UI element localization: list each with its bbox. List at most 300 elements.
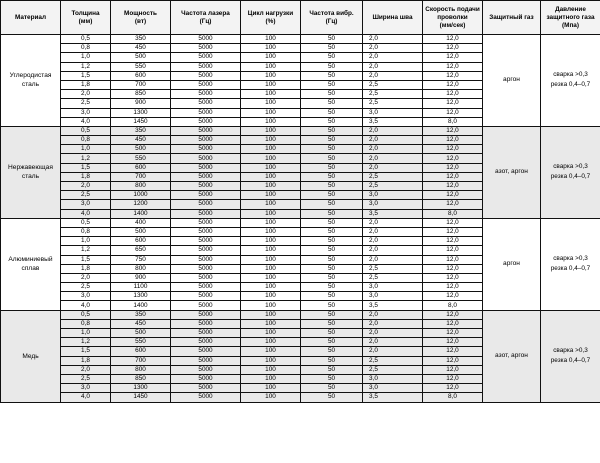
duty-cycle-cell[interactable]: 100 <box>241 62 301 71</box>
vibration-frequency-cell[interactable]: 50 <box>301 172 363 181</box>
seam-width-cell[interactable]: 2,0 <box>363 136 423 145</box>
wire-feed-speed-cell[interactable]: 12,0 <box>423 227 483 236</box>
power-cell[interactable]: 600 <box>111 237 171 246</box>
vibration-frequency-cell[interactable]: 50 <box>301 264 363 273</box>
laser-frequency-cell[interactable]: 5000 <box>171 365 241 374</box>
thickness-cell[interactable]: 2,0 <box>61 273 111 282</box>
thickness-cell[interactable]: 2,0 <box>61 182 111 191</box>
header-vibration-frequency[interactable]: Частота вибр. (Гц) <box>301 1 363 35</box>
duty-cycle-cell[interactable]: 100 <box>241 117 301 126</box>
vibration-frequency-cell[interactable]: 50 <box>301 365 363 374</box>
power-cell[interactable]: 650 <box>111 246 171 255</box>
duty-cycle-cell[interactable]: 100 <box>241 172 301 181</box>
laser-frequency-cell[interactable]: 5000 <box>171 163 241 172</box>
laser-frequency-cell[interactable]: 5000 <box>171 310 241 319</box>
wire-feed-speed-cell[interactable]: 12,0 <box>423 246 483 255</box>
wire-feed-speed-cell[interactable]: 8,0 <box>423 117 483 126</box>
wire-feed-speed-cell[interactable]: 12,0 <box>423 292 483 301</box>
seam-width-cell[interactable]: 2,5 <box>363 182 423 191</box>
shielding-gas-cell[interactable]: азот, аргон <box>483 310 541 402</box>
thickness-cell[interactable]: 2,5 <box>61 283 111 292</box>
duty-cycle-cell[interactable]: 100 <box>241 310 301 319</box>
thickness-cell[interactable]: 2,5 <box>61 99 111 108</box>
laser-frequency-cell[interactable]: 5000 <box>171 62 241 71</box>
thickness-cell[interactable]: 1,5 <box>61 71 111 80</box>
laser-frequency-cell[interactable]: 5000 <box>171 200 241 209</box>
vibration-frequency-cell[interactable]: 50 <box>301 200 363 209</box>
laser-frequency-cell[interactable]: 5000 <box>171 264 241 273</box>
laser-frequency-cell[interactable]: 5000 <box>171 218 241 227</box>
shielding-gas-cell[interactable]: аргон <box>483 35 541 127</box>
power-cell[interactable]: 400 <box>111 218 171 227</box>
laser-frequency-cell[interactable]: 5000 <box>171 227 241 236</box>
power-cell[interactable]: 750 <box>111 255 171 264</box>
vibration-frequency-cell[interactable]: 50 <box>301 154 363 163</box>
thickness-cell[interactable]: 1,2 <box>61 62 111 71</box>
power-cell[interactable]: 700 <box>111 80 171 89</box>
vibration-frequency-cell[interactable]: 50 <box>301 319 363 328</box>
laser-frequency-cell[interactable]: 5000 <box>171 283 241 292</box>
vibration-frequency-cell[interactable]: 50 <box>301 90 363 99</box>
vibration-frequency-cell[interactable]: 50 <box>301 99 363 108</box>
duty-cycle-cell[interactable]: 100 <box>241 200 301 209</box>
duty-cycle-cell[interactable]: 100 <box>241 237 301 246</box>
vibration-frequency-cell[interactable]: 50 <box>301 273 363 282</box>
laser-frequency-cell[interactable]: 5000 <box>171 35 241 44</box>
power-cell[interactable]: 850 <box>111 374 171 383</box>
wire-feed-speed-cell[interactable]: 12,0 <box>423 264 483 273</box>
wire-feed-speed-cell[interactable]: 12,0 <box>423 35 483 44</box>
seam-width-cell[interactable]: 2,0 <box>363 319 423 328</box>
header-duty-cycle[interactable]: Цикл нагрузки (%) <box>241 1 301 35</box>
laser-frequency-cell[interactable]: 5000 <box>171 255 241 264</box>
duty-cycle-cell[interactable]: 100 <box>241 292 301 301</box>
power-cell[interactable]: 500 <box>111 329 171 338</box>
wire-feed-speed-cell[interactable]: 12,0 <box>423 356 483 365</box>
laser-frequency-cell[interactable]: 5000 <box>171 319 241 328</box>
wire-feed-speed-cell[interactable]: 12,0 <box>423 329 483 338</box>
vibration-frequency-cell[interactable]: 50 <box>301 393 363 402</box>
laser-frequency-cell[interactable]: 5000 <box>171 292 241 301</box>
vibration-frequency-cell[interactable]: 50 <box>301 136 363 145</box>
duty-cycle-cell[interactable]: 100 <box>241 126 301 135</box>
power-cell[interactable]: 500 <box>111 145 171 154</box>
wire-feed-speed-cell[interactable]: 12,0 <box>423 136 483 145</box>
material-cell[interactable]: Медь <box>1 310 61 402</box>
vibration-frequency-cell[interactable]: 50 <box>301 209 363 218</box>
wire-feed-speed-cell[interactable]: 8,0 <box>423 301 483 310</box>
laser-frequency-cell[interactable]: 5000 <box>171 136 241 145</box>
header-material[interactable]: Материал <box>1 1 61 35</box>
thickness-cell[interactable]: 1,0 <box>61 237 111 246</box>
laser-frequency-cell[interactable]: 5000 <box>171 393 241 402</box>
power-cell[interactable]: 1300 <box>111 384 171 393</box>
laser-frequency-cell[interactable]: 5000 <box>171 53 241 62</box>
power-cell[interactable]: 1450 <box>111 117 171 126</box>
seam-width-cell[interactable]: 2,0 <box>363 347 423 356</box>
wire-feed-speed-cell[interactable]: 12,0 <box>423 237 483 246</box>
power-cell[interactable]: 1400 <box>111 301 171 310</box>
wire-feed-speed-cell[interactable]: 12,0 <box>423 126 483 135</box>
wire-feed-speed-cell[interactable]: 12,0 <box>423 71 483 80</box>
laser-frequency-cell[interactable]: 5000 <box>171 44 241 53</box>
laser-frequency-cell[interactable]: 5000 <box>171 154 241 163</box>
thickness-cell[interactable]: 1,2 <box>61 338 111 347</box>
gas-pressure-cell[interactable] <box>541 310 600 402</box>
duty-cycle-cell[interactable]: 100 <box>241 365 301 374</box>
header-laser-frequency[interactable]: Частота лазера (Гц) <box>171 1 241 35</box>
power-cell[interactable]: 450 <box>111 44 171 53</box>
thickness-cell[interactable]: 3,0 <box>61 108 111 117</box>
wire-feed-speed-cell[interactable]: 12,0 <box>423 108 483 117</box>
vibration-frequency-cell[interactable]: 50 <box>301 301 363 310</box>
vibration-frequency-cell[interactable]: 50 <box>301 53 363 62</box>
duty-cycle-cell[interactable]: 100 <box>241 71 301 80</box>
duty-cycle-cell[interactable]: 100 <box>241 163 301 172</box>
power-cell[interactable]: 700 <box>111 172 171 181</box>
power-cell[interactable]: 350 <box>111 35 171 44</box>
wire-feed-speed-cell[interactable]: 8,0 <box>423 209 483 218</box>
thickness-cell[interactable]: 0,8 <box>61 227 111 236</box>
power-cell[interactable]: 550 <box>111 338 171 347</box>
duty-cycle-cell[interactable]: 100 <box>241 145 301 154</box>
gas-pressure-cell[interactable] <box>541 35 600 127</box>
laser-frequency-cell[interactable]: 5000 <box>171 384 241 393</box>
laser-frequency-cell[interactable]: 5000 <box>171 191 241 200</box>
laser-frequency-cell[interactable]: 5000 <box>171 90 241 99</box>
laser-frequency-cell[interactable]: 5000 <box>171 347 241 356</box>
shielding-gas-cell[interactable]: аргон <box>483 218 541 310</box>
vibration-frequency-cell[interactable]: 50 <box>301 44 363 53</box>
wire-feed-speed-cell[interactable]: 12,0 <box>423 347 483 356</box>
duty-cycle-cell[interactable]: 100 <box>241 347 301 356</box>
vibration-frequency-cell[interactable]: 50 <box>301 62 363 71</box>
laser-frequency-cell[interactable]: 5000 <box>171 246 241 255</box>
power-cell[interactable]: 500 <box>111 227 171 236</box>
laser-frequency-cell[interactable]: 5000 <box>171 99 241 108</box>
seam-width-cell[interactable]: 3,0 <box>363 283 423 292</box>
laser-frequency-cell[interactable]: 5000 <box>171 237 241 246</box>
power-cell[interactable]: 800 <box>111 264 171 273</box>
wire-feed-speed-cell[interactable]: 12,0 <box>423 283 483 292</box>
seam-width-cell[interactable]: 3,0 <box>363 108 423 117</box>
wire-feed-speed-cell[interactable]: 12,0 <box>423 62 483 71</box>
seam-width-cell[interactable]: 2,5 <box>363 80 423 89</box>
duty-cycle-cell[interactable]: 100 <box>241 301 301 310</box>
seam-width-cell[interactable]: 3,0 <box>363 292 423 301</box>
header-gas-pressure[interactable]: Давление защитного газа (Мпа) <box>541 1 600 35</box>
seam-width-cell[interactable]: 2,0 <box>363 310 423 319</box>
power-cell[interactable]: 1100 <box>111 283 171 292</box>
thickness-cell[interactable]: 1,8 <box>61 172 111 181</box>
wire-feed-speed-cell[interactable]: 12,0 <box>423 182 483 191</box>
vibration-frequency-cell[interactable]: 50 <box>301 347 363 356</box>
seam-width-cell[interactable]: 2,0 <box>363 338 423 347</box>
thickness-cell[interactable]: 1,8 <box>61 80 111 89</box>
vibration-frequency-cell[interactable]: 50 <box>301 255 363 264</box>
duty-cycle-cell[interactable]: 100 <box>241 99 301 108</box>
seam-width-cell[interactable]: 2,0 <box>363 227 423 236</box>
laser-frequency-cell[interactable]: 5000 <box>171 182 241 191</box>
thickness-cell[interactable]: 1,8 <box>61 356 111 365</box>
thickness-cell[interactable]: 1,5 <box>61 255 111 264</box>
thickness-cell[interactable]: 1,0 <box>61 145 111 154</box>
wire-feed-speed-cell[interactable]: 12,0 <box>423 90 483 99</box>
vibration-frequency-cell[interactable]: 50 <box>301 329 363 338</box>
material-cell[interactable]: Нержавеющая сталь <box>1 126 61 218</box>
wire-feed-speed-cell[interactable]: 12,0 <box>423 53 483 62</box>
thickness-cell[interactable]: 3,0 <box>61 200 111 209</box>
power-cell[interactable]: 1200 <box>111 200 171 209</box>
wire-feed-speed-cell[interactable]: 12,0 <box>423 163 483 172</box>
wire-feed-speed-cell[interactable]: 12,0 <box>423 310 483 319</box>
duty-cycle-cell[interactable]: 100 <box>241 273 301 282</box>
wire-feed-speed-cell[interactable]: 12,0 <box>423 80 483 89</box>
power-cell[interactable]: 350 <box>111 126 171 135</box>
laser-frequency-cell[interactable]: 5000 <box>171 80 241 89</box>
seam-width-cell[interactable]: 3,0 <box>363 384 423 393</box>
laser-frequency-cell[interactable]: 5000 <box>171 273 241 282</box>
duty-cycle-cell[interactable]: 100 <box>241 44 301 53</box>
vibration-frequency-cell[interactable]: 50 <box>301 310 363 319</box>
duty-cycle-cell[interactable]: 100 <box>241 246 301 255</box>
vibration-frequency-cell[interactable]: 50 <box>301 145 363 154</box>
seam-width-cell[interactable]: 2,0 <box>363 71 423 80</box>
laser-frequency-cell[interactable]: 5000 <box>171 338 241 347</box>
duty-cycle-cell[interactable]: 100 <box>241 283 301 292</box>
thickness-cell[interactable]: 2,5 <box>61 191 111 200</box>
power-cell[interactable]: 450 <box>111 136 171 145</box>
wire-feed-speed-cell[interactable]: 12,0 <box>423 200 483 209</box>
power-cell[interactable]: 900 <box>111 99 171 108</box>
seam-width-cell[interactable]: 2,5 <box>363 172 423 181</box>
wire-feed-speed-cell[interactable]: 12,0 <box>423 255 483 264</box>
seam-width-cell[interactable]: 3,5 <box>363 301 423 310</box>
thickness-cell[interactable]: 1,5 <box>61 163 111 172</box>
thickness-cell[interactable]: 3,0 <box>61 292 111 301</box>
seam-width-cell[interactable]: 2,5 <box>363 264 423 273</box>
seam-width-cell[interactable]: 2,0 <box>363 35 423 44</box>
duty-cycle-cell[interactable]: 100 <box>241 356 301 365</box>
wire-feed-speed-cell[interactable]: 12,0 <box>423 319 483 328</box>
thickness-cell[interactable]: 4,0 <box>61 117 111 126</box>
thickness-cell[interactable]: 4,0 <box>61 393 111 402</box>
seam-width-cell[interactable]: 2,0 <box>363 44 423 53</box>
wire-feed-speed-cell[interactable]: 12,0 <box>423 145 483 154</box>
header-seam-width[interactable]: Ширина шва <box>363 1 423 35</box>
vibration-frequency-cell[interactable]: 50 <box>301 117 363 126</box>
seam-width-cell[interactable]: 2,5 <box>363 365 423 374</box>
thickness-cell[interactable]: 1,5 <box>61 347 111 356</box>
wire-feed-speed-cell[interactable]: 12,0 <box>423 191 483 200</box>
seam-width-cell[interactable]: 2,0 <box>363 53 423 62</box>
power-cell[interactable]: 1000 <box>111 191 171 200</box>
duty-cycle-cell[interactable]: 100 <box>241 264 301 273</box>
seam-width-cell[interactable]: 2,0 <box>363 62 423 71</box>
seam-width-cell[interactable]: 3,5 <box>363 209 423 218</box>
laser-frequency-cell[interactable]: 5000 <box>171 356 241 365</box>
vibration-frequency-cell[interactable]: 50 <box>301 356 363 365</box>
duty-cycle-cell[interactable]: 100 <box>241 319 301 328</box>
power-cell[interactable]: 1300 <box>111 292 171 301</box>
duty-cycle-cell[interactable]: 100 <box>241 191 301 200</box>
thickness-cell[interactable]: 1,0 <box>61 53 111 62</box>
laser-frequency-cell[interactable]: 5000 <box>171 374 241 383</box>
laser-frequency-cell[interactable]: 5000 <box>171 329 241 338</box>
power-cell[interactable]: 900 <box>111 273 171 282</box>
power-cell[interactable]: 450 <box>111 319 171 328</box>
laser-frequency-cell[interactable]: 5000 <box>171 172 241 181</box>
power-cell[interactable]: 1450 <box>111 393 171 402</box>
laser-frequency-cell[interactable]: 5000 <box>171 126 241 135</box>
shielding-gas-cell[interactable]: азот, аргон <box>483 126 541 218</box>
thickness-cell[interactable]: 0,8 <box>61 44 111 53</box>
power-cell[interactable]: 600 <box>111 163 171 172</box>
vibration-frequency-cell[interactable]: 50 <box>301 191 363 200</box>
power-cell[interactable]: 550 <box>111 154 171 163</box>
thickness-cell[interactable]: 0,5 <box>61 310 111 319</box>
vibration-frequency-cell[interactable]: 50 <box>301 237 363 246</box>
laser-frequency-cell[interactable]: 5000 <box>171 108 241 117</box>
seam-width-cell[interactable]: 2,0 <box>363 329 423 338</box>
gas-pressure-cell[interactable] <box>541 218 600 310</box>
seam-width-cell[interactable]: 2,0 <box>363 154 423 163</box>
vibration-frequency-cell[interactable]: 50 <box>301 35 363 44</box>
thickness-cell[interactable]: 1,8 <box>61 264 111 273</box>
duty-cycle-cell[interactable]: 100 <box>241 338 301 347</box>
power-cell[interactable]: 600 <box>111 347 171 356</box>
vibration-frequency-cell[interactable]: 50 <box>301 338 363 347</box>
material-cell[interactable]: Углеродистая сталь <box>1 35 61 127</box>
vibration-frequency-cell[interactable]: 50 <box>301 292 363 301</box>
power-cell[interactable]: 800 <box>111 365 171 374</box>
thickness-cell[interactable]: 4,0 <box>61 301 111 310</box>
wire-feed-speed-cell[interactable]: 12,0 <box>423 273 483 282</box>
duty-cycle-cell[interactable]: 100 <box>241 90 301 99</box>
thickness-cell[interactable]: 0,5 <box>61 35 111 44</box>
vibration-frequency-cell[interactable]: 50 <box>301 71 363 80</box>
power-cell[interactable]: 850 <box>111 90 171 99</box>
seam-width-cell[interactable]: 3,0 <box>363 200 423 209</box>
vibration-frequency-cell[interactable]: 50 <box>301 246 363 255</box>
thickness-cell[interactable]: 1,0 <box>61 329 111 338</box>
wire-feed-speed-cell[interactable]: 12,0 <box>423 172 483 181</box>
thickness-cell[interactable]: 2,5 <box>61 374 111 383</box>
laser-frequency-cell[interactable]: 5000 <box>171 209 241 218</box>
duty-cycle-cell[interactable]: 100 <box>241 209 301 218</box>
header-power[interactable]: Мощность (вт) <box>111 1 171 35</box>
vibration-frequency-cell[interactable]: 50 <box>301 227 363 236</box>
seam-width-cell[interactable]: 2,0 <box>363 163 423 172</box>
wire-feed-speed-cell[interactable]: 12,0 <box>423 154 483 163</box>
laser-frequency-cell[interactable]: 5000 <box>171 117 241 126</box>
seam-width-cell[interactable]: 3,0 <box>363 191 423 200</box>
wire-feed-speed-cell[interactable]: 12,0 <box>423 99 483 108</box>
wire-feed-speed-cell[interactable]: 8,0 <box>423 393 483 402</box>
vibration-frequency-cell[interactable]: 50 <box>301 182 363 191</box>
duty-cycle-cell[interactable]: 100 <box>241 384 301 393</box>
seam-width-cell[interactable]: 2,0 <box>363 218 423 227</box>
seam-width-cell[interactable]: 3,0 <box>363 374 423 383</box>
duty-cycle-cell[interactable]: 100 <box>241 108 301 117</box>
seam-width-cell[interactable]: 2,0 <box>363 246 423 255</box>
seam-width-cell[interactable]: 3,5 <box>363 117 423 126</box>
duty-cycle-cell[interactable]: 100 <box>241 154 301 163</box>
seam-width-cell[interactable]: 3,5 <box>363 393 423 402</box>
wire-feed-speed-cell[interactable]: 12,0 <box>423 44 483 53</box>
duty-cycle-cell[interactable]: 100 <box>241 374 301 383</box>
duty-cycle-cell[interactable]: 100 <box>241 182 301 191</box>
seam-width-cell[interactable]: 2,5 <box>363 273 423 282</box>
duty-cycle-cell[interactable]: 100 <box>241 53 301 62</box>
duty-cycle-cell[interactable]: 100 <box>241 218 301 227</box>
thickness-cell[interactable]: 2,0 <box>61 365 111 374</box>
vibration-frequency-cell[interactable]: 50 <box>301 218 363 227</box>
power-cell[interactable]: 600 <box>111 71 171 80</box>
power-cell[interactable]: 800 <box>111 182 171 191</box>
wire-feed-speed-cell[interactable]: 12,0 <box>423 365 483 374</box>
laser-frequency-cell[interactable]: 5000 <box>171 301 241 310</box>
header-wire-feed-speed[interactable]: Скорость подачи проволки (мм/сек) <box>423 1 483 35</box>
thickness-cell[interactable]: 0,5 <box>61 218 111 227</box>
thickness-cell[interactable]: 0,5 <box>61 126 111 135</box>
power-cell[interactable]: 500 <box>111 53 171 62</box>
wire-feed-speed-cell[interactable]: 12,0 <box>423 374 483 383</box>
thickness-cell[interactable]: 2,0 <box>61 90 111 99</box>
wire-feed-speed-cell[interactable]: 12,0 <box>423 384 483 393</box>
duty-cycle-cell[interactable]: 100 <box>241 393 301 402</box>
thickness-cell[interactable]: 1,2 <box>61 154 111 163</box>
vibration-frequency-cell[interactable]: 50 <box>301 80 363 89</box>
duty-cycle-cell[interactable]: 100 <box>241 255 301 264</box>
power-cell[interactable]: 700 <box>111 356 171 365</box>
duty-cycle-cell[interactable]: 100 <box>241 227 301 236</box>
gas-pressure-cell[interactable] <box>541 126 600 218</box>
seam-width-cell[interactable]: 2,0 <box>363 145 423 154</box>
seam-width-cell[interactable]: 2,5 <box>363 99 423 108</box>
duty-cycle-cell[interactable]: 100 <box>241 136 301 145</box>
seam-width-cell[interactable]: 2,5 <box>363 356 423 365</box>
wire-feed-speed-cell[interactable]: 12,0 <box>423 338 483 347</box>
power-cell[interactable]: 550 <box>111 62 171 71</box>
power-cell[interactable]: 350 <box>111 310 171 319</box>
seam-width-cell[interactable]: 2,0 <box>363 126 423 135</box>
seam-width-cell[interactable]: 2,5 <box>363 90 423 99</box>
thickness-cell[interactable]: 4,0 <box>61 209 111 218</box>
power-cell[interactable]: 1400 <box>111 209 171 218</box>
vibration-frequency-cell[interactable]: 50 <box>301 126 363 135</box>
thickness-cell[interactable]: 3,0 <box>61 384 111 393</box>
seam-width-cell[interactable]: 2,0 <box>363 255 423 264</box>
header-shielding-gas[interactable]: Защитный газ <box>483 1 541 35</box>
material-cell[interactable]: Алюминиевый сплав <box>1 218 61 310</box>
power-cell[interactable]: 1300 <box>111 108 171 117</box>
header-thickness[interactable]: Толщина (мм) <box>61 1 111 35</box>
wire-feed-speed-cell[interactable]: 12,0 <box>423 218 483 227</box>
vibration-frequency-cell[interactable]: 50 <box>301 374 363 383</box>
vibration-frequency-cell[interactable]: 50 <box>301 163 363 172</box>
vibration-frequency-cell[interactable]: 50 <box>301 384 363 393</box>
seam-width-cell[interactable]: 2,0 <box>363 237 423 246</box>
duty-cycle-cell[interactable]: 100 <box>241 80 301 89</box>
duty-cycle-cell[interactable]: 100 <box>241 35 301 44</box>
thickness-cell[interactable]: 1,2 <box>61 246 111 255</box>
laser-frequency-cell[interactable]: 5000 <box>171 145 241 154</box>
duty-cycle-cell[interactable]: 100 <box>241 329 301 338</box>
thickness-cell[interactable]: 0,8 <box>61 319 111 328</box>
laser-frequency-cell[interactable]: 5000 <box>171 71 241 80</box>
thickness-cell[interactable]: 0,8 <box>61 136 111 145</box>
